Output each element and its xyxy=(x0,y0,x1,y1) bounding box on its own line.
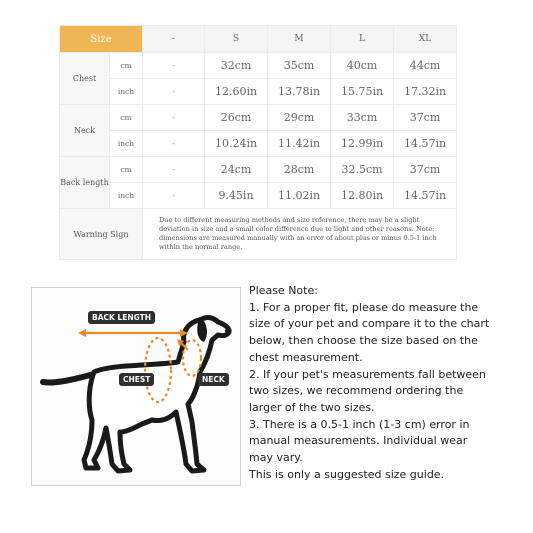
unit-cell: cm xyxy=(110,53,143,79)
size-chart-table xyxy=(59,25,457,260)
value-cell: 32.5cm xyxy=(331,157,394,183)
please-note-section xyxy=(249,283,529,483)
back-length-inch-row xyxy=(60,183,457,209)
value-cell: 17.32in xyxy=(394,79,457,105)
note-line: 3. There is a 0.5-1 inch (1-3 cm) error in xyxy=(249,417,470,431)
note-line: chest measurement. xyxy=(249,350,363,364)
value-cell: 44cm xyxy=(394,53,457,79)
value-cell: 35cm xyxy=(268,53,331,79)
dash-cell: - xyxy=(143,105,205,131)
note-line: This is only a suggested size guide. xyxy=(249,467,445,481)
neck-group-label: Neck xyxy=(60,105,110,157)
chest-label: CHEST xyxy=(119,373,154,386)
dash-cell: - xyxy=(143,157,205,183)
neck-inch-row xyxy=(60,131,457,157)
dash-cell: - xyxy=(143,53,205,79)
unit-cell: cm xyxy=(110,157,143,183)
unit-cell: inch xyxy=(110,131,143,157)
value-cell: 14.57in xyxy=(394,131,457,157)
value-cell: 12.99in xyxy=(331,131,394,157)
value-cell: 29cm xyxy=(268,105,331,131)
value-cell: 37cm xyxy=(394,157,457,183)
size-l-header: L xyxy=(331,26,394,53)
chest-cm-row xyxy=(60,53,457,79)
dog-body xyxy=(84,318,229,471)
dog-nose xyxy=(225,328,231,334)
back-length-cm-row xyxy=(60,157,457,183)
note-line: 1. For a proper fit, please do measure the xyxy=(249,300,479,314)
note-title: Please Note: xyxy=(249,284,318,297)
neck-cm-row xyxy=(60,105,457,131)
note-line: 2. If your pet's measurements fall between xyxy=(249,367,486,381)
warning-text: Due to different measuring methods and size reference, there may be a slight deviation in size and a small color difference due to light and other reasons. Note: dimensions are measured manually with an error of about plus or minus 0.5-1 inch within the normal range. xyxy=(143,209,457,260)
note-line: larger of the two sizes. xyxy=(249,400,375,414)
value-cell: 32cm xyxy=(205,53,268,79)
chest-group-label: Chest xyxy=(60,53,110,105)
note-line: two sizes, we recommend ordering the xyxy=(249,384,464,398)
dog-tail xyxy=(43,374,94,383)
header-dash-cell: - xyxy=(143,26,205,53)
dash-cell: - xyxy=(143,183,205,209)
size-xl-header: XL xyxy=(394,26,457,53)
value-cell: 24cm xyxy=(205,157,268,183)
value-cell: 37cm xyxy=(394,105,457,131)
size-header-row xyxy=(60,26,457,53)
size-header-cell: Size xyxy=(60,26,143,53)
value-cell: 13.78in xyxy=(268,79,331,105)
value-cell: 14.57in xyxy=(394,183,457,209)
note-line: may vary. xyxy=(249,451,303,465)
note-line: size of your pet and compare it to the chart xyxy=(249,317,490,331)
chest-inch-row xyxy=(60,79,457,105)
note-line: manual measurements. Individual wear xyxy=(249,434,468,448)
back-length-label: BACK LENGTH xyxy=(88,311,155,324)
note-line: below, then choose the size based on the xyxy=(249,334,478,348)
value-cell: 11.02in xyxy=(268,183,331,209)
unit-cell: cm xyxy=(110,105,143,131)
size-s-header: S xyxy=(205,26,268,53)
value-cell: 33cm xyxy=(331,105,394,131)
size-m-header: M xyxy=(268,26,331,53)
value-cell: 15.75in xyxy=(331,79,394,105)
back-length-group-label: Back length xyxy=(60,157,110,209)
unit-cell: inch xyxy=(110,79,143,105)
value-cell: 10.24in xyxy=(205,131,268,157)
value-cell: 12.60in xyxy=(205,79,268,105)
dog-measurement-figure xyxy=(31,287,241,486)
back-length-arrow xyxy=(78,329,188,337)
value-cell: 28cm xyxy=(268,157,331,183)
warning-sign-label: Warning Sign xyxy=(60,209,143,260)
value-cell: 11.42in xyxy=(268,131,331,157)
dash-cell: - xyxy=(143,79,205,105)
value-cell: 26cm xyxy=(205,105,268,131)
value-cell: 40cm xyxy=(331,53,394,79)
dash-cell: - xyxy=(143,131,205,157)
warning-row xyxy=(60,209,457,260)
neck-label: NECK xyxy=(198,373,229,386)
unit-cell: inch xyxy=(110,183,143,209)
value-cell: 12.80in xyxy=(331,183,394,209)
value-cell: 9.45in xyxy=(205,183,268,209)
